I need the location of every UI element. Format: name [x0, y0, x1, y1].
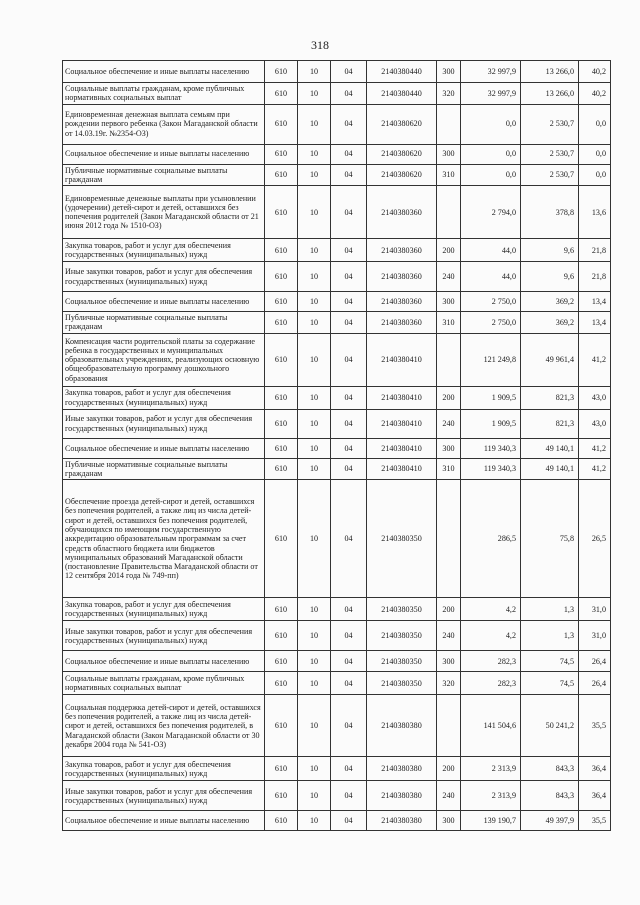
- ministry-code: 610: [265, 409, 298, 438]
- table-row: [63, 104, 611, 144]
- expense-type-code: [437, 695, 461, 757]
- ministry-code: 610: [265, 480, 298, 598]
- plan-amount: 282,3: [461, 672, 521, 695]
- table-row: [63, 333, 611, 386]
- target-article-code: 2140380350: [367, 621, 437, 651]
- target-article-code: 2140380360: [367, 312, 437, 334]
- execution-percent: 43,0: [579, 409, 611, 438]
- ministry-code: 610: [265, 83, 298, 105]
- section-code: 10: [298, 621, 331, 651]
- execution-percent: 31,0: [579, 621, 611, 651]
- ministry-code: 610: [265, 333, 298, 386]
- table-row: [63, 262, 611, 292]
- subsection-code: 04: [331, 312, 367, 334]
- row-name: Социальное обеспечение и иные выплаты населению: [63, 651, 265, 672]
- table-row: [63, 621, 611, 651]
- target-article-code: 2140380440: [367, 83, 437, 105]
- table-body: [63, 61, 611, 831]
- execution-percent: 26,5: [579, 480, 611, 598]
- section-code: 10: [298, 186, 331, 239]
- section-code: 10: [298, 757, 331, 781]
- row-name: Закупка товаров, работ и услуг для обеспечения государственных (муниципальных) нужд: [63, 239, 265, 262]
- table-row: [63, 292, 611, 312]
- subsection-code: 04: [331, 458, 367, 480]
- expense-type-code: 310: [437, 164, 461, 186]
- table-row: [63, 480, 611, 598]
- execution-percent: 31,0: [579, 598, 611, 621]
- target-article-code: 2140380620: [367, 164, 437, 186]
- section-code: 10: [298, 811, 331, 831]
- row-name: Социальное обеспечение и иные выплаты населению: [63, 438, 265, 458]
- actual-amount: 821,3: [521, 409, 579, 438]
- section-code: 10: [298, 292, 331, 312]
- target-article-code: 2140380380: [367, 695, 437, 757]
- row-name: Публичные нормативные социальные выплаты гражданам: [63, 458, 265, 480]
- table-row: [63, 312, 611, 334]
- subsection-code: 04: [331, 409, 367, 438]
- target-article-code: 2140380380: [367, 757, 437, 781]
- row-name: Единовременная денежная выплата семьям при рождении первого ребенка (Закон Магаданской области от 14.03.19г. №2354-ОЗ): [63, 104, 265, 144]
- subsection-code: 04: [331, 438, 367, 458]
- plan-amount: 119 340,3: [461, 458, 521, 480]
- table-row: [63, 186, 611, 239]
- row-name: Социальные выплаты гражданам, кроме публичных нормативных социальных выплат: [63, 83, 265, 105]
- expense-type-code: 200: [437, 386, 461, 409]
- plan-amount: 0,0: [461, 144, 521, 164]
- row-name: Закупка товаров, работ и услуг для обеспечения государственных (муниципальных) нужд: [63, 386, 265, 409]
- actual-amount: 9,6: [521, 239, 579, 262]
- target-article-code: 2140380350: [367, 480, 437, 598]
- expense-type-code: 240: [437, 621, 461, 651]
- ministry-code: 610: [265, 598, 298, 621]
- row-name: Социальное обеспечение и иные выплаты населению: [63, 811, 265, 831]
- ministry-code: 610: [265, 458, 298, 480]
- table-row: [63, 239, 611, 262]
- row-name: Публичные нормативные социальные выплаты гражданам: [63, 312, 265, 334]
- subsection-code: 04: [331, 480, 367, 598]
- expense-type-code: 300: [437, 438, 461, 458]
- plan-amount: 0,0: [461, 104, 521, 144]
- expense-type-code: 240: [437, 409, 461, 438]
- ministry-code: 610: [265, 239, 298, 262]
- target-article-code: 2140380350: [367, 651, 437, 672]
- target-article-code: 2140380360: [367, 239, 437, 262]
- ministry-code: 610: [265, 651, 298, 672]
- table-row: [63, 83, 611, 105]
- subsection-code: 04: [331, 811, 367, 831]
- expense-type-code: 240: [437, 781, 461, 811]
- actual-amount: 843,3: [521, 757, 579, 781]
- plan-amount: 1 909,5: [461, 409, 521, 438]
- execution-percent: 35,5: [579, 695, 611, 757]
- ministry-code: 610: [265, 292, 298, 312]
- execution-percent: 0,0: [579, 144, 611, 164]
- section-code: 10: [298, 409, 331, 438]
- table-row: [63, 458, 611, 480]
- actual-amount: 74,5: [521, 651, 579, 672]
- expense-type-code: 200: [437, 757, 461, 781]
- table-row: [63, 695, 611, 757]
- ministry-code: 610: [265, 621, 298, 651]
- table-row: [63, 672, 611, 695]
- expense-type-code: 320: [437, 672, 461, 695]
- ministry-code: 610: [265, 61, 298, 83]
- table-row: [63, 811, 611, 831]
- plan-amount: 0,0: [461, 164, 521, 186]
- actual-amount: 49 961,4: [521, 333, 579, 386]
- expense-type-code: 300: [437, 292, 461, 312]
- actual-amount: 821,3: [521, 386, 579, 409]
- target-article-code: 2140380360: [367, 186, 437, 239]
- section-code: 10: [298, 104, 331, 144]
- target-article-code: 2140380360: [367, 292, 437, 312]
- target-article-code: 2140380380: [367, 811, 437, 831]
- expense-type-code: 320: [437, 83, 461, 105]
- plan-amount: 32 997,9: [461, 83, 521, 105]
- ministry-code: 610: [265, 186, 298, 239]
- expense-type-code: [437, 333, 461, 386]
- row-name: Закупка товаров, работ и услуг для обеспечения государственных (муниципальных) нужд: [63, 757, 265, 781]
- execution-percent: 40,2: [579, 83, 611, 105]
- execution-percent: 41,2: [579, 333, 611, 386]
- target-article-code: 2140380360: [367, 262, 437, 292]
- section-code: 10: [298, 598, 331, 621]
- row-name: Иные закупки товаров, работ и услуг для обеспечения государственных (муниципальных) нужд: [63, 262, 265, 292]
- expense-type-code: 200: [437, 239, 461, 262]
- expense-type-code: 300: [437, 144, 461, 164]
- table-row: [63, 781, 611, 811]
- plan-amount: 2 750,0: [461, 312, 521, 334]
- section-code: 10: [298, 164, 331, 186]
- expense-type-code: 310: [437, 312, 461, 334]
- target-article-code: 2140380620: [367, 144, 437, 164]
- target-article-code: 2140380410: [367, 409, 437, 438]
- actual-amount: 50 241,2: [521, 695, 579, 757]
- actual-amount: 74,5: [521, 672, 579, 695]
- subsection-code: 04: [331, 386, 367, 409]
- table-row: [63, 386, 611, 409]
- subsection-code: 04: [331, 186, 367, 239]
- table-row: [63, 651, 611, 672]
- table-row: [63, 61, 611, 83]
- table-row: [63, 164, 611, 186]
- table-row: [63, 438, 611, 458]
- table-row: [63, 409, 611, 438]
- actual-amount: 1,3: [521, 598, 579, 621]
- section-code: 10: [298, 695, 331, 757]
- ministry-code: 610: [265, 811, 298, 831]
- row-name: Единовременные денежные выплаты при усыновлении (удочерении) детей-сирот и детей, оставшихся без попечения родителей (Закон Магаданской области от 21 июня 2012 года № 1510-ОЗ): [63, 186, 265, 239]
- plan-amount: 139 190,7: [461, 811, 521, 831]
- actual-amount: 49 397,9: [521, 811, 579, 831]
- row-name: Обеспечение проезда детей-сирот и детей, оставшихся без попечения родителей, а также лиц из числа детей-сирот и детей, оставшихся без попечения родителей, обучающихся по имеющим государственную аккредитацию образовательным программам за счет средств областного бюджета или бюджетов муниципальных образований Магаданской области (постановление Правительства Магаданской области от 12 сентября 2014 года № 749-пп): [63, 480, 265, 598]
- actual-amount: 13 266,0: [521, 61, 579, 83]
- target-article-code: 2140380410: [367, 386, 437, 409]
- execution-percent: 0,0: [579, 104, 611, 144]
- execution-percent: 40,2: [579, 61, 611, 83]
- plan-amount: 121 249,8: [461, 333, 521, 386]
- ministry-code: 610: [265, 695, 298, 757]
- table-row: [63, 757, 611, 781]
- target-article-code: 2140380350: [367, 598, 437, 621]
- plan-amount: 44,0: [461, 262, 521, 292]
- execution-percent: 26,4: [579, 672, 611, 695]
- ministry-code: 610: [265, 144, 298, 164]
- target-article-code: 2140380350: [367, 672, 437, 695]
- row-name: Социальное обеспечение и иные выплаты населению: [63, 61, 265, 83]
- execution-percent: 41,2: [579, 458, 611, 480]
- plan-amount: 44,0: [461, 239, 521, 262]
- row-name: Иные закупки товаров, работ и услуг для обеспечения государственных (муниципальных) нужд: [63, 409, 265, 438]
- actual-amount: 49 140,1: [521, 438, 579, 458]
- expense-type-code: 240: [437, 262, 461, 292]
- execution-percent: 36,4: [579, 757, 611, 781]
- actual-amount: 1,3: [521, 621, 579, 651]
- plan-amount: 141 504,6: [461, 695, 521, 757]
- row-name: Социальные выплаты гражданам, кроме публичных нормативных социальных выплат: [63, 672, 265, 695]
- expense-type-code: [437, 186, 461, 239]
- target-article-code: 2140380620: [367, 104, 437, 144]
- expense-type-code: [437, 480, 461, 598]
- subsection-code: 04: [331, 144, 367, 164]
- budget-table: [62, 60, 611, 831]
- plan-amount: 2 313,9: [461, 781, 521, 811]
- row-name: Социальная поддержка детей-сирот и детей, оставшихся без попечения родителей, а также лиц из числа детей-сирот и детей, оставшихся без попечения родителей, в Магаданской области (Закон Магаданской области от 30 декабря 2004 года № 541-ОЗ): [63, 695, 265, 757]
- expense-type-code: 310: [437, 458, 461, 480]
- execution-percent: 35,5: [579, 811, 611, 831]
- ministry-code: 610: [265, 312, 298, 334]
- row-name: Компенсация части родительской платы за содержание ребенка в государственных и муниципальных образовательных учреждениях, реализующих основную общеобразовательную программу дошкольного образования: [63, 333, 265, 386]
- subsection-code: 04: [331, 651, 367, 672]
- target-article-code: 2140380410: [367, 333, 437, 386]
- row-name: Иные закупки товаров, работ и услуг для обеспечения государственных (муниципальных) нужд: [63, 781, 265, 811]
- subsection-code: 04: [331, 598, 367, 621]
- section-code: 10: [298, 672, 331, 695]
- plan-amount: 1 909,5: [461, 386, 521, 409]
- subsection-code: 04: [331, 262, 367, 292]
- expense-type-code: 300: [437, 651, 461, 672]
- section-code: 10: [298, 262, 331, 292]
- subsection-code: 04: [331, 333, 367, 386]
- execution-percent: 13,6: [579, 186, 611, 239]
- subsection-code: 04: [331, 104, 367, 144]
- execution-percent: 21,8: [579, 239, 611, 262]
- ministry-code: 610: [265, 781, 298, 811]
- execution-percent: 13,4: [579, 292, 611, 312]
- subsection-code: 04: [331, 781, 367, 811]
- target-article-code: 2140380380: [367, 781, 437, 811]
- subsection-code: 04: [331, 292, 367, 312]
- section-code: 10: [298, 438, 331, 458]
- actual-amount: 75,8: [521, 480, 579, 598]
- subsection-code: 04: [331, 239, 367, 262]
- target-article-code: 2140380410: [367, 458, 437, 480]
- row-name: Закупка товаров, работ и услуг для обеспечения государственных (муниципальных) нужд: [63, 598, 265, 621]
- table-row: [63, 598, 611, 621]
- actual-amount: 369,2: [521, 292, 579, 312]
- execution-percent: 0,0: [579, 164, 611, 186]
- expense-type-code: 300: [437, 61, 461, 83]
- ministry-code: 610: [265, 672, 298, 695]
- expense-type-code: 200: [437, 598, 461, 621]
- page-number: 318: [311, 38, 329, 52]
- target-article-code: 2140380410: [367, 438, 437, 458]
- table-row: [63, 144, 611, 164]
- execution-percent: 21,8: [579, 262, 611, 292]
- ministry-code: 610: [265, 438, 298, 458]
- ministry-code: 610: [265, 164, 298, 186]
- plan-amount: 282,3: [461, 651, 521, 672]
- execution-percent: 26,4: [579, 651, 611, 672]
- execution-percent: 36,4: [579, 781, 611, 811]
- actual-amount: 369,2: [521, 312, 579, 334]
- actual-amount: 2 530,7: [521, 104, 579, 144]
- actual-amount: 13 266,0: [521, 83, 579, 105]
- ministry-code: 610: [265, 262, 298, 292]
- subsection-code: 04: [331, 164, 367, 186]
- section-code: 10: [298, 781, 331, 811]
- section-code: 10: [298, 458, 331, 480]
- plan-amount: 4,2: [461, 621, 521, 651]
- section-code: 10: [298, 83, 331, 105]
- row-name: Публичные нормативные социальные выплаты гражданам: [63, 164, 265, 186]
- target-article-code: 2140380440: [367, 61, 437, 83]
- subsection-code: 04: [331, 83, 367, 105]
- plan-amount: 32 997,9: [461, 61, 521, 83]
- section-code: 10: [298, 386, 331, 409]
- plan-amount: 119 340,3: [461, 438, 521, 458]
- section-code: 10: [298, 61, 331, 83]
- section-code: 10: [298, 144, 331, 164]
- actual-amount: 843,3: [521, 781, 579, 811]
- plan-amount: 2 794,0: [461, 186, 521, 239]
- row-name: Социальное обеспечение и иные выплаты населению: [63, 292, 265, 312]
- subsection-code: 04: [331, 672, 367, 695]
- expense-type-code: [437, 104, 461, 144]
- ministry-code: 610: [265, 386, 298, 409]
- actual-amount: 2 530,7: [521, 144, 579, 164]
- actual-amount: 9,6: [521, 262, 579, 292]
- subsection-code: 04: [331, 695, 367, 757]
- execution-percent: 13,4: [579, 312, 611, 334]
- expense-type-code: 300: [437, 811, 461, 831]
- plan-amount: 286,5: [461, 480, 521, 598]
- section-code: 10: [298, 239, 331, 262]
- section-code: 10: [298, 651, 331, 672]
- ministry-code: 610: [265, 104, 298, 144]
- actual-amount: 2 530,7: [521, 164, 579, 186]
- plan-amount: 2 313,9: [461, 757, 521, 781]
- section-code: 10: [298, 333, 331, 386]
- subsection-code: 04: [331, 757, 367, 781]
- section-code: 10: [298, 312, 331, 334]
- plan-amount: 2 750,0: [461, 292, 521, 312]
- actual-amount: 378,8: [521, 186, 579, 239]
- actual-amount: 49 140,1: [521, 458, 579, 480]
- execution-percent: 41,2: [579, 438, 611, 458]
- row-name: Иные закупки товаров, работ и услуг для обеспечения государственных (муниципальных) нужд: [63, 621, 265, 651]
- row-name: Социальное обеспечение и иные выплаты населению: [63, 144, 265, 164]
- plan-amount: 4,2: [461, 598, 521, 621]
- ministry-code: 610: [265, 757, 298, 781]
- subsection-code: 04: [331, 61, 367, 83]
- execution-percent: 43,0: [579, 386, 611, 409]
- section-code: 10: [298, 480, 331, 598]
- subsection-code: 04: [331, 621, 367, 651]
